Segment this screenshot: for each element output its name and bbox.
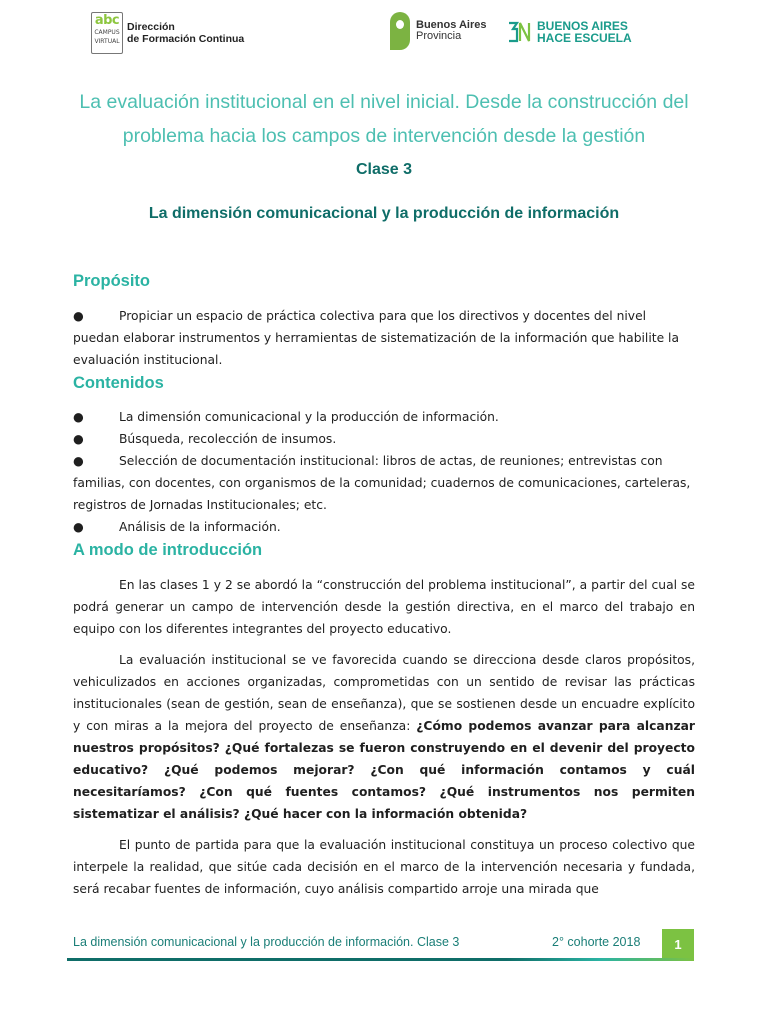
bullet-icon: ● bbox=[73, 309, 84, 323]
abc-campus-virtual-mark bbox=[91, 12, 123, 54]
list-item bbox=[73, 428, 695, 450]
abc-logo-line-2: de Formación Continua bbox=[127, 33, 245, 45]
page-number: 1 bbox=[662, 929, 694, 959]
class-number: Clase 3 bbox=[355, 161, 413, 178]
list-item bbox=[73, 406, 695, 428]
list-item bbox=[73, 305, 695, 371]
buenos-aires-provincia-logo bbox=[390, 12, 487, 50]
bullet-icon: ● bbox=[73, 454, 84, 468]
class-subtitle: La dimensión comunicacional y la producción de información bbox=[148, 205, 620, 222]
list-item-text: Búsqueda, recolección de insumos. bbox=[119, 432, 337, 446]
paragraph: En las clases 1 y 2 se abordó la “construcción del problema institucional”, a partir del cual se podrá generar un campo de intervención desde la gestión directiva, en el marco del trabajo en equipo con los diferentes integrantes del proyecto educativo. bbox=[73, 578, 695, 636]
list-item-text: Propiciar un espacio de práctica colectiva para que los directivos y docentes del nivel puedan elaborar instrumentos y herramientas de sistematización de la información que habilite la evaluación institucional. bbox=[73, 309, 680, 367]
ba-logo-line-1: Buenos Aires bbox=[416, 19, 487, 31]
contenidos-heading: Contenidos bbox=[73, 374, 164, 392]
buenos-aires-p-icon bbox=[390, 12, 410, 50]
introduccion-body bbox=[73, 574, 695, 900]
bahe-logo-line-2: HACE ESCUELA bbox=[537, 31, 632, 45]
bullet-icon: ● bbox=[73, 520, 84, 534]
list-item-text: Análisis de la información. bbox=[119, 520, 281, 534]
abc-logo-line-1: Dirección bbox=[127, 21, 175, 33]
paragraph bbox=[73, 649, 695, 825]
bullet-icon: ● bbox=[73, 410, 84, 424]
list-item bbox=[73, 450, 695, 516]
bahe-logo-line-1: BUENOS AIRES bbox=[537, 19, 628, 33]
footer-cohorte: 2° cohorte 2018 bbox=[552, 935, 641, 949]
introduccion-heading: A modo de introducción bbox=[73, 541, 263, 559]
proposito-list bbox=[73, 305, 695, 371]
document-title: La evaluación institucional en el nivel inicial. Desde la construcción del problema hacia los campos de intervención desde la gestión bbox=[79, 91, 689, 147]
ba-logo-text bbox=[416, 20, 487, 42]
abc-mark-text: abc bbox=[94, 13, 120, 28]
list-item-text: Selección de documentación institucional: libros de actas, de reuniones; entrevistas con familias, con docentes, con organismos de la comunidad; cuadernos de comunicaciones, carteleras, registros de Jornadas Institucionales; etc. bbox=[73, 454, 691, 512]
abc-mark-sub-1: CAMPUS bbox=[94, 29, 120, 36]
ba-logo-line-2: Provincia bbox=[416, 30, 462, 42]
paragraph-questions: ¿Cómo podemos avanzar para alcanzar nuestros propósitos? ¿Qué fortalezas se fueron construyendo en el devenir del proyecto educativo? ¿Qué podemos mejorar? ¿Con qué información contamos y cuál necesitaríamos? ¿Con qué fuentes contamos? ¿Qué instrumentos nos permiten sistematizar el análisis? ¿Qué hacer con la información obtenida? bbox=[73, 719, 695, 821]
buenos-aires-hace-escuela-logo bbox=[507, 20, 632, 44]
list-item bbox=[73, 516, 695, 538]
paragraph-text: La evaluación institucional se ve favorecida cuando se direcciona desde claros propósitos, vehiculizados en acciones organizadas, comprometidas con un sentido de revisar las prácticas institucionales (sean de gestión, sean de enseñanza), que se sostienen desde un encuadre explícito y con miras a la mejora del proyecto de enseñanza: bbox=[73, 653, 695, 733]
list-item-text: La dimensión comunicacional y la producción de información. bbox=[119, 410, 499, 424]
abc-logo-text bbox=[127, 21, 244, 45]
hace-escuela-icon bbox=[507, 21, 533, 43]
footer-divider bbox=[67, 958, 694, 961]
bullet-icon: ● bbox=[73, 432, 84, 446]
abc-mark-sub-2: VIRTUAL bbox=[94, 38, 120, 45]
abc-logo bbox=[91, 12, 244, 54]
paragraph: El punto de partida para que la evaluación institucional constituya un proceso colectivo que interpele la realidad, que sitúe cada decisión en el marco de la intervención necesaria y fundada, será recabar fuentes de información, cuyo análisis compartido arroje una mirada que bbox=[73, 838, 695, 896]
bahe-logo-text bbox=[537, 20, 632, 44]
proposito-heading: Propósito bbox=[73, 272, 150, 290]
footer-title: La dimensión comunicacional y la producción de información. Clase 3 bbox=[73, 935, 460, 949]
contenidos-list bbox=[73, 406, 695, 538]
